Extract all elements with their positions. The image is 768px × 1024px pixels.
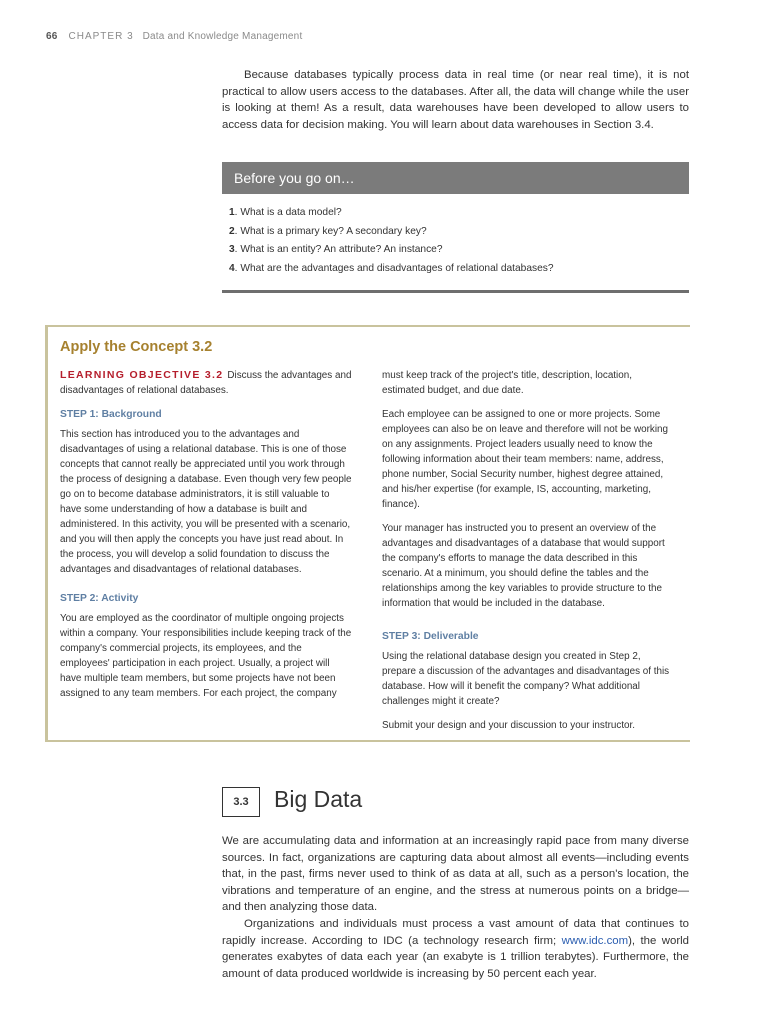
step3-text: Using the relational database design you created in Step 2, prepare a discussion of the advantages and disadvantages of this database. How will it benefit the company? What additional challenges might it create? xyxy=(382,651,670,707)
review-question xyxy=(229,241,689,260)
review-question xyxy=(229,260,689,279)
question-number: 3 xyxy=(229,244,235,255)
step3-heading: STEP 3: Deliverable xyxy=(382,631,479,642)
apply-concept-right-column xyxy=(382,368,673,742)
question-number: 2 xyxy=(229,225,235,237)
before-you-go-on-box xyxy=(222,162,689,278)
idc-website-link[interactable]: www.idc.com xyxy=(561,934,629,947)
review-questions-list xyxy=(222,204,689,278)
question-text: . What is a data model? xyxy=(234,207,342,218)
paragraph-2-text-before-link: Organizations and individuals must process a vast amount of data that continues to rapidly increase. According to IDC (a technology research firm; xyxy=(222,917,689,947)
chapter-label: CHAPTER 3 xyxy=(68,31,134,42)
intro-paragraph: Because databases typically process data in real time (or near real time), it is not practical to allow users access to the databases. After all, the data will change while the user is looking at them! As a result, data warehouses have been developed to allow users to access data for decision making. You will learn about data warehouses in Section 3.4. xyxy=(222,69,689,131)
step1-text: This section has introduced you to the advantages and disadvantages of using a relational database. This is one of those concepts that cannot really be appreciated until you work through the process of designing a database. Even though very few people go on to become database administrators, it is still valuable to have some understanding of how a database is built and administered. In this activity, you will be presented with a scenario, and you will then apply the concepts you have just read about. In the process, you will develop a solid foundation to discuss the advantages and disadvantages of relational databases. xyxy=(60,429,352,575)
section-number-box: 3.3 xyxy=(222,787,260,817)
before-you-go-on-bottom-rule xyxy=(222,290,689,293)
step2-text: You are employed as the coordinator of multiple ongoing projects within a company. Your responsibilities include keeping track of the company's commercial projects, its employees, and the employees' participation in each project. Usually, a project will have multiple team members, but some projects have not been assigned to any team members. For each project, the company xyxy=(60,613,352,699)
big-data-section-body xyxy=(222,833,689,982)
running-header xyxy=(46,31,302,42)
paragraph-2-text-after-link: ), the world generates exabytes of data each year (an exabyte is 1 trillion terabytes). Furthermore, the amount of data produced worldwide is increasing by 50 percent each year. xyxy=(222,934,690,980)
chapter-title: Data and Knowledge Management xyxy=(142,31,303,42)
page-number: 66 xyxy=(46,31,58,42)
apply-concept-left-column xyxy=(60,368,352,710)
question-text: . What are the advantages and disadvantages of relational databases? xyxy=(234,262,554,274)
review-question xyxy=(229,204,689,223)
project-tracking-paragraph: must keep track of the project's title, description, location, estimated budget, and due date. xyxy=(382,370,632,396)
manager-instructions-paragraph: Your manager has instructed you to present an overview of the advantages and disadvantages of a database that would support the company's efforts to manage the data described in this scenario. At a minimum, you should define the tables and the relationships among the key variables to provide structure to the information that would be included in the database. xyxy=(382,523,665,609)
question-number: 1 xyxy=(229,207,235,218)
step1-heading: STEP 1: Background xyxy=(60,409,162,420)
question-text: . What is an entity? An attribute? An instance? xyxy=(234,244,443,255)
step2-heading: STEP 2: Activity xyxy=(60,593,139,604)
review-question xyxy=(229,223,689,242)
intro-section xyxy=(222,67,689,133)
before-you-go-on-title: Before you go on… xyxy=(222,162,689,194)
learning-objective xyxy=(60,368,352,398)
step3-submit-text: Submit your design and your discussion to your instructor. xyxy=(382,720,636,731)
big-data-paragraph-2 xyxy=(222,916,689,982)
employee-assignment-paragraph: Each employee can be assigned to one or more projects. Some employees can also be on leave and therefore will not be working on any assignments. Project leaders usually need to know the following information about their team members: name, address, phone number, Social Security number, highest degree attained, and his/her expertise (for example, IS, accounting, marketing, finance). xyxy=(382,409,668,510)
apply-concept-title: Apply the Concept 3.2 xyxy=(60,339,213,355)
question-number: 4 xyxy=(229,262,235,274)
section-title: Big Data xyxy=(274,786,363,812)
learning-objective-label: LEARNING OBJECTIVE 3.2 xyxy=(60,369,224,381)
question-text: . What is a primary key? A secondary key? xyxy=(234,225,427,237)
big-data-paragraph-1: We are accumulating data and information at an increasingly rapid pace from many diverse sources. In fact, organizations are capturing data about almost all events—including events that, in the past, firms never used to think of as data at all, such as a person's location, the vibrations and temperature of an engine, and the stress at numerous points on a bridge—and then analyzing those data. xyxy=(222,835,689,914)
learning-objective-text: Discuss the advantages and disadvantages of relational databases. xyxy=(60,370,352,396)
